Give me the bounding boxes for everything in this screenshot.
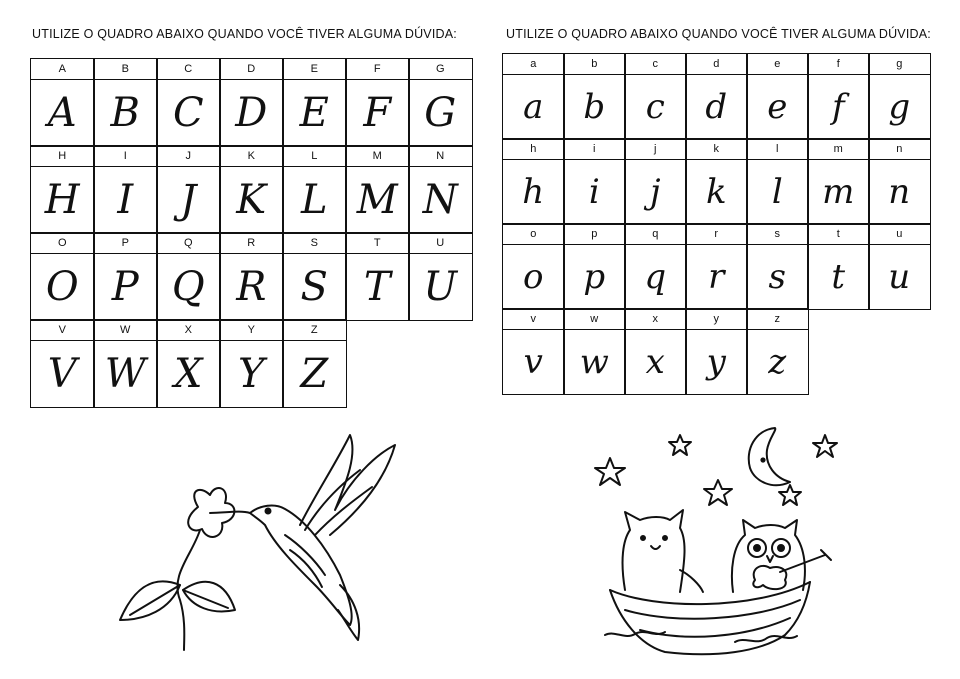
cursive-letter-cell: P xyxy=(93,253,158,321)
cursive-letter-cell: N xyxy=(408,166,473,234)
cursive-letter-cell: I xyxy=(93,166,158,234)
cursive-letter-cell: T xyxy=(345,253,410,321)
cursive-letter-cell: m xyxy=(807,159,870,225)
letter-label-cell: g xyxy=(868,53,931,75)
cursive-letter-cell: o xyxy=(502,244,565,310)
cursive-letter-cell: w xyxy=(563,329,626,395)
cursive-letter-cell: e xyxy=(746,74,809,140)
letter-label-cell: m xyxy=(807,138,870,160)
label-row xyxy=(30,319,345,341)
left-heading: UTILIZE O QUADRO ABAIXO QUANDO VOCÊ TIVER ALGUMA DÚVIDA: xyxy=(32,27,457,41)
glyph-row xyxy=(30,166,471,234)
letter-label-cell: c xyxy=(624,53,687,75)
letter-label-cell: D xyxy=(219,58,284,80)
letter-label-cell: a xyxy=(502,53,565,75)
letter-label-cell: G xyxy=(408,58,473,80)
glyph-row xyxy=(30,340,345,408)
label-row xyxy=(502,223,929,245)
cursive-letter-cell: X xyxy=(156,340,221,408)
cursive-letter-cell: C xyxy=(156,79,221,147)
label-row xyxy=(502,53,929,75)
letter-label-cell: j xyxy=(624,138,687,160)
cursive-letter-cell: R xyxy=(219,253,284,321)
letter-label-cell: i xyxy=(563,138,626,160)
cursive-letter-cell: v xyxy=(502,329,565,395)
cursive-letter-cell: Y xyxy=(219,340,284,408)
glyph-row xyxy=(502,329,807,395)
letter-label-cell: V xyxy=(30,319,95,341)
cursive-letter-cell: d xyxy=(685,74,748,140)
glyph-row xyxy=(502,74,929,140)
cursive-letter-cell: p xyxy=(563,244,626,310)
letter-label-cell: J xyxy=(156,145,221,167)
letter-label-cell: R xyxy=(219,232,284,254)
letter-label-cell: l xyxy=(746,138,809,160)
letter-label-cell: Q xyxy=(156,232,221,254)
cursive-letter-cell: F xyxy=(345,79,410,147)
letter-label-cell: h xyxy=(502,138,565,160)
letter-label-cell: e xyxy=(746,53,809,75)
hummingbird-illustration xyxy=(100,425,400,655)
glyph-row xyxy=(30,79,471,147)
cursive-letter-cell: W xyxy=(93,340,158,408)
letter-label-cell: P xyxy=(93,232,158,254)
label-row xyxy=(30,145,471,167)
cursive-letter-cell: M xyxy=(345,166,410,234)
glyph-row xyxy=(502,244,929,310)
cursive-letter-cell: D xyxy=(219,79,284,147)
cursive-letter-cell: c xyxy=(624,74,687,140)
letter-label-cell: k xyxy=(685,138,748,160)
letter-label-cell: x xyxy=(624,308,687,330)
letter-label-cell: C xyxy=(156,58,221,80)
letter-label-cell: Z xyxy=(282,319,347,341)
cursive-letter-cell: i xyxy=(563,159,626,225)
cursive-letter-cell: S xyxy=(282,253,347,321)
letter-label-cell: s xyxy=(746,223,809,245)
cursive-letter-cell: A xyxy=(30,79,95,147)
letter-label-cell: W xyxy=(93,319,158,341)
letter-label-cell: K xyxy=(219,145,284,167)
label-row xyxy=(502,308,807,330)
cursive-letter-cell: k xyxy=(685,159,748,225)
cursive-letter-cell: J xyxy=(156,166,221,234)
letter-label-cell: t xyxy=(807,223,870,245)
letter-label-cell: w xyxy=(563,308,626,330)
cursive-letter-cell: n xyxy=(868,159,931,225)
cursive-letter-cell: Q xyxy=(156,253,221,321)
cursive-letter-cell: O xyxy=(30,253,95,321)
cursive-letter-cell: z xyxy=(746,329,809,395)
letter-label-cell: z xyxy=(746,308,809,330)
letter-label-cell: I xyxy=(93,145,158,167)
cursive-letter-cell: L xyxy=(282,166,347,234)
letter-label-cell: X xyxy=(156,319,221,341)
cursive-letter-cell: g xyxy=(868,74,931,140)
cursive-letter-cell: a xyxy=(502,74,565,140)
right-heading: UTILIZE O QUADRO ABAIXO QUANDO VOCÊ TIVER ALGUMA DÚVIDA: xyxy=(506,27,931,41)
letter-label-cell: u xyxy=(868,223,931,245)
letter-label-cell: L xyxy=(282,145,347,167)
glyph-row xyxy=(30,253,471,321)
letter-label-cell: F xyxy=(345,58,410,80)
cursive-letter-cell: h xyxy=(502,159,565,225)
label-row xyxy=(502,138,929,160)
cursive-letter-cell: x xyxy=(624,329,687,395)
letter-label-cell: Y xyxy=(219,319,284,341)
uppercase-cursive-chart xyxy=(30,58,472,414)
cursive-letter-cell: G xyxy=(408,79,473,147)
letter-label-cell: b xyxy=(563,53,626,75)
letter-label-cell: y xyxy=(685,308,748,330)
letter-label-cell: n xyxy=(868,138,931,160)
letter-label-cell: q xyxy=(624,223,687,245)
letter-label-cell: H xyxy=(30,145,95,167)
label-row xyxy=(30,232,471,254)
label-row xyxy=(30,58,471,80)
cursive-letter-cell: H xyxy=(30,166,95,234)
cursive-letter-cell: U xyxy=(408,253,473,321)
letter-label-cell: p xyxy=(563,223,626,245)
cursive-letter-cell: u xyxy=(868,244,931,310)
letter-label-cell: f xyxy=(807,53,870,75)
cursive-letter-cell: K xyxy=(219,166,284,234)
letter-label-cell: B xyxy=(93,58,158,80)
cat-owl-boat-illustration xyxy=(585,420,845,665)
letter-label-cell: A xyxy=(30,58,95,80)
cursive-letter-cell: s xyxy=(746,244,809,310)
cursive-letter-cell: q xyxy=(624,244,687,310)
letter-label-cell: d xyxy=(685,53,748,75)
cursive-letter-cell: b xyxy=(563,74,626,140)
cursive-letter-cell: E xyxy=(282,79,347,147)
letter-label-cell: T xyxy=(345,232,410,254)
cursive-letter-cell: r xyxy=(685,244,748,310)
letter-label-cell: E xyxy=(282,58,347,80)
cursive-letter-cell: t xyxy=(807,244,870,310)
letter-label-cell: S xyxy=(282,232,347,254)
cursive-letter-cell: V xyxy=(30,340,95,408)
glyph-row xyxy=(502,159,929,225)
cursive-letter-cell: B xyxy=(93,79,158,147)
letter-label-cell: U xyxy=(408,232,473,254)
letter-label-cell: N xyxy=(408,145,473,167)
cursive-letter-cell: Z xyxy=(282,340,347,408)
letter-label-cell: r xyxy=(685,223,748,245)
cursive-letter-cell: j xyxy=(624,159,687,225)
cursive-letter-cell: f xyxy=(807,74,870,140)
cursive-letter-cell: l xyxy=(746,159,809,225)
cursive-letter-cell: y xyxy=(685,329,748,395)
letter-label-cell: M xyxy=(345,145,410,167)
lowercase-cursive-chart xyxy=(502,53,930,403)
letter-label-cell: o xyxy=(502,223,565,245)
letter-label-cell: O xyxy=(30,232,95,254)
letter-label-cell: v xyxy=(502,308,565,330)
